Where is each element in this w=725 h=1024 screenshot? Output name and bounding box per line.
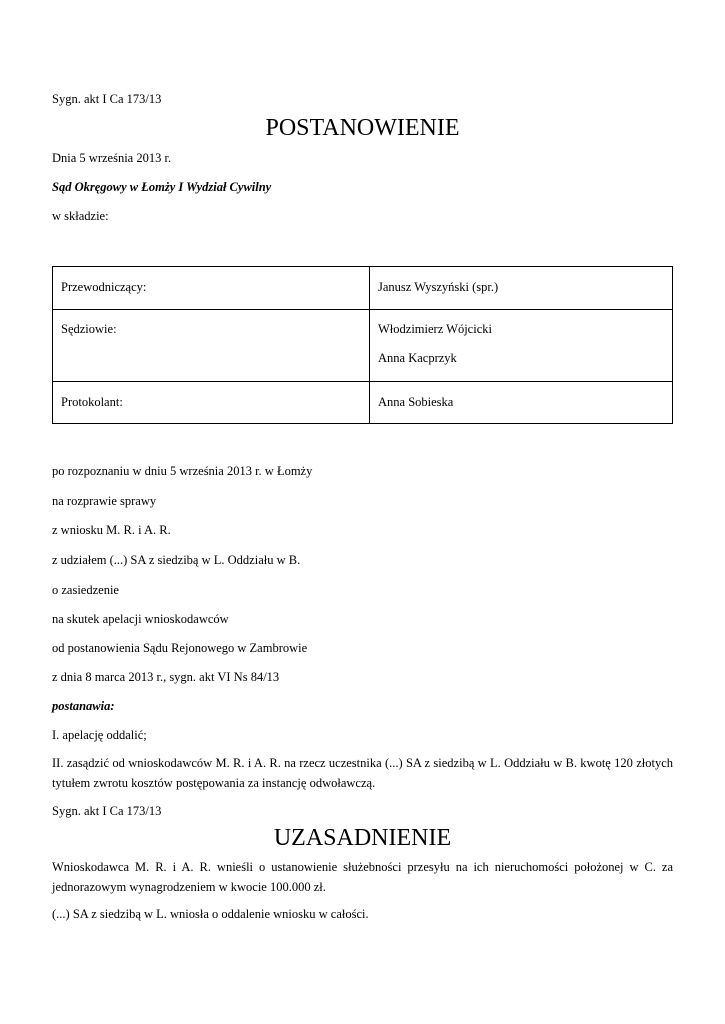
document-title: POSTANOWIENIE [265,115,460,141]
justification-title: UZASADNIENIE [273,825,452,851]
name-cell: Anna Sobieska [370,382,673,424]
name-cell: Janusz Wyszyński (spr.) [370,267,673,310]
table-row [53,382,673,424]
ruling-item-2: II. zasądzić od wnioskodawców M. R. i A. R. na rzecz uczestnika (...) SA z siedzibą w L. Oddziału w B. kwotę 120 złotych tytułem zwrotu kosztów postępowania za instancję odwoławczą. [52,756,673,790]
role-cell: Sędziowie: [53,310,370,382]
proceedings-line: na skutek apelacji wnioskodawców [52,612,229,626]
proceedings-line: o zasiedzenie [52,583,119,597]
role-cell: Protokolant: [53,382,370,424]
role-cell: Przewodniczący: [53,267,370,310]
proceedings-line: od postanowienia Sądu Rejonowego w Zambrowie [52,641,308,655]
decides-label: postanawia: [52,699,115,713]
proceedings-line: po rozpoznaniu w dniu 5 września 2013 r. w Łomży [52,464,313,478]
composition-intro: w składzie: [52,209,109,223]
judge-name: Anna Kacprzyk [378,351,457,365]
judge-name: Włodzimierz Wójcicki [378,322,492,336]
ruling-item-1: I. apelację oddalić; [52,728,147,742]
justification-paragraph: (...) SA z siedzibą w L. wniosła o oddalenie wniosku w całości. [52,907,369,921]
proceedings-line: z udziałem (...) SA z siedzibą w L. Oddziału w B. [52,553,301,567]
table-row [53,310,673,382]
justification-paragraph: Wnioskodawca M. R. i A. R. wnieśli o ustanowienie służebności przesyłu na ich nieruchomości położonej w C. za jednorazowym wynagrodzeniem w kwocie 100.000 zł. [52,860,673,894]
justification-signature: Sygn. akt I Ca 173/13 [52,804,162,818]
court-name: Sąd Okręgowy w Łomży I Wydział Cywilny [52,180,272,194]
composition-table [52,266,673,424]
proceedings-line: z dnia 8 marca 2013 r., sygn. akt VI Ns 84/13 [52,670,280,684]
name-cell [370,310,673,382]
document-date: Dnia 5 września 2013 r. [52,151,172,165]
table-row [53,267,673,310]
proceedings-line: z wniosku M. R. i A. R. [52,523,171,537]
case-signature: Sygn. akt I Ca 173/13 [52,92,162,106]
proceedings-line: na rozprawie sprawy [52,494,157,508]
